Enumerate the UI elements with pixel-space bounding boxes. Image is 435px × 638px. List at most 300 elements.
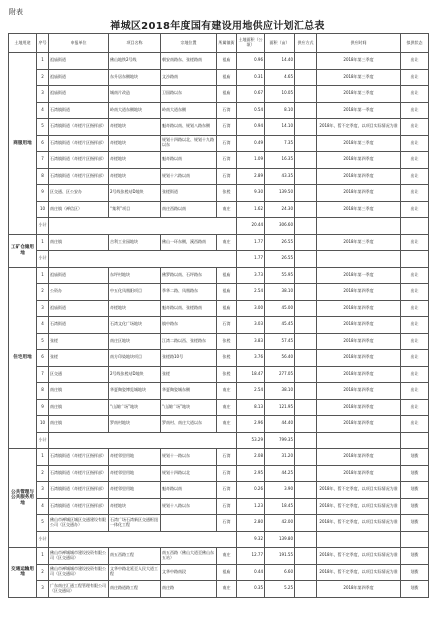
parcel-location — [161, 515, 217, 532]
project-name: 奇槎地块 — [109, 300, 161, 317]
applicant-unit: 祖庙街道 — [49, 53, 109, 70]
area-mu: 38.10 — [265, 383, 295, 400]
subtotal-blank — [49, 432, 237, 449]
town-name: 祖庙 — [217, 53, 237, 70]
supply-time: 2018年第一季度 — [317, 102, 401, 119]
row-number: 3 — [37, 482, 49, 499]
area-mu: 139.50 — [265, 185, 295, 202]
applicant-unit: 石湾镇街道（奇槎片区指挥部） — [49, 168, 109, 185]
supply-mode — [295, 102, 317, 119]
town-name: 张槎 — [217, 333, 237, 350]
subtotal-row — [9, 432, 429, 449]
applicant-unit: 石湾镇街道（奇槎片区指挥部） — [49, 449, 109, 466]
row-number: 1 — [37, 53, 49, 70]
applicant-unit: 佛山市禅城城市建设投资有限公司（区交通局） — [49, 548, 109, 565]
supply-mode — [295, 383, 317, 400]
row-number: 5 — [37, 119, 49, 136]
area-mu: 18.45 — [265, 498, 295, 515]
supply-time: 2018年第四季度 — [317, 152, 401, 169]
supply-mode — [295, 267, 317, 284]
subtotal-label: 小计 — [37, 531, 49, 548]
supply-time: 2018年第三季度 — [317, 135, 401, 152]
supply-time: 2018年第四季度 — [317, 300, 401, 317]
area-mu: 26.55 — [265, 251, 295, 268]
town-name: 张槎 — [217, 366, 237, 383]
supply-time: 2018年第四季度 — [317, 284, 401, 301]
town-name: 石湾 — [217, 482, 237, 499]
subtotal-label: 小计 — [37, 251, 49, 268]
supply-mode — [295, 548, 317, 565]
supply-mode — [295, 564, 317, 581]
table-row — [9, 201, 429, 218]
supply-status: 出让 — [401, 300, 429, 317]
supply-time: 2018年第四季度 — [317, 185, 401, 202]
applicant-unit: 石湾镇街道（奇槎片区指挥部） — [49, 498, 109, 515]
col-header-unit: 申报单位 — [49, 34, 109, 53]
supply-status: 出让 — [401, 333, 429, 350]
area-hectares: 1.23 — [237, 498, 265, 515]
table-row — [9, 350, 429, 367]
supply-time: 2018年第三季度 — [317, 201, 401, 218]
town-name: 南庄 — [217, 548, 237, 565]
row-number: 4 — [37, 317, 49, 334]
area-hectares: 53.29 — [237, 432, 265, 449]
col-header-supply-time: 供应时间 — [317, 34, 401, 53]
town-name: 石湾 — [217, 449, 237, 466]
table-row — [9, 465, 429, 482]
table-row — [9, 135, 429, 152]
supply-time — [317, 251, 401, 268]
col-header-use: 土地用途 — [9, 34, 37, 53]
supply-status: 出让 — [401, 383, 429, 400]
row-number: 6 — [37, 350, 49, 367]
area-mu: 4.65 — [265, 69, 295, 86]
row-number: 10 — [37, 201, 49, 218]
supply-mode — [295, 53, 317, 70]
project-name: 2号线张槎站D地块 — [109, 185, 161, 202]
town-name: 张槎 — [217, 185, 237, 202]
parcel-location: 张槎街道 — [161, 185, 217, 202]
area-mu: 16.35 — [265, 152, 295, 169]
supply-status: 出让 — [401, 284, 429, 301]
area-hectares: 2.80 — [237, 515, 265, 532]
parcel-location: 规划十四路以北、规划十九路以东 — [161, 135, 217, 152]
town-name: 南庄 — [217, 234, 237, 251]
supply-mode — [295, 119, 317, 136]
project-name: 南庄路道路工程 — [109, 581, 161, 598]
town-name: 祖庙 — [217, 564, 237, 581]
parcel-location: 卫国路以东 — [161, 86, 217, 103]
parcel-location: 魁奇路以南、规划八路东侧 — [161, 119, 217, 136]
applicant-unit: 石湾镇街道（奇槎片区指挥部） — [49, 119, 109, 136]
supply-status: 出让 — [401, 416, 429, 433]
applicant-unit: 南庄镇 — [49, 234, 109, 251]
parcel-location: 文沙路南 — [161, 69, 217, 86]
supply-status: 划拨 — [401, 482, 429, 499]
applicant-unit: 南庄镇 — [49, 399, 109, 416]
applicant-unit: 区交通 — [49, 366, 109, 383]
supply-time: 2018年，暂不定季度，以项目实际情况为准 — [317, 498, 401, 515]
supply-status: 出让 — [401, 399, 429, 416]
supply-status: 出让 — [401, 267, 429, 284]
applicant-unit: 区交通、区公安办 — [49, 185, 109, 202]
area-mu: 14.10 — [265, 119, 295, 136]
subtotal-row — [9, 531, 429, 548]
supply-mode — [295, 465, 317, 482]
area-mu: 6.60 — [265, 564, 295, 581]
supply-time: 2018年第四季度 — [317, 449, 401, 466]
supply-status — [401, 218, 429, 235]
town-name: 石湾 — [217, 168, 237, 185]
area-hectares: 1.62 — [237, 201, 265, 218]
area-hectares: 3.83 — [237, 333, 265, 350]
area-mu: 38.10 — [265, 284, 295, 301]
parcel-location: 张槎 — [161, 366, 217, 383]
row-number: 2 — [37, 465, 49, 482]
area-hectares: 2.89 — [237, 168, 265, 185]
supply-time — [317, 218, 401, 235]
supply-time: 2018年，暂不定季度，以项目实际情况为准 — [317, 482, 401, 499]
town-name: 石湾 — [217, 152, 237, 169]
project-name: 奇槎地块 — [109, 152, 161, 169]
area-hectares: 9.30 — [237, 185, 265, 202]
table-header-row — [9, 34, 429, 53]
area-mu: 8.10 — [265, 102, 295, 119]
town-name: 张槎 — [217, 350, 237, 367]
col-header-town: 所属镇街 — [217, 34, 237, 53]
supply-mode — [295, 333, 317, 350]
supply-status: 划拨 — [401, 465, 429, 482]
area-hectares: 0.67 — [237, 86, 265, 103]
project-name: 罗南村地块 — [109, 416, 161, 433]
parcel-location: 南庄西路以南 — [161, 201, 217, 218]
area-mu: 799.35 — [265, 432, 295, 449]
area-mu: 42.00 — [265, 515, 295, 532]
area-mu: 3.90 — [265, 482, 295, 499]
supply-mode — [295, 482, 317, 499]
table-row — [9, 86, 429, 103]
area-mu: 45.45 — [265, 317, 295, 334]
town-name: 石湾 — [217, 119, 237, 136]
table-row — [9, 498, 429, 515]
applicant-unit: 石湾镇街道 — [49, 102, 109, 119]
applicant-unit: 石湾镇街道（奇槎片区指挥部） — [49, 152, 109, 169]
supply-mode — [295, 366, 317, 383]
table-row — [9, 515, 429, 532]
parcel-location: 规划十八路以东 — [161, 498, 217, 515]
table-row — [9, 102, 429, 119]
applicant-unit: 公资办 — [49, 284, 109, 301]
col-header-area-mu: 面积（亩） — [265, 34, 295, 53]
parcel-location: 南庄路 — [161, 581, 217, 598]
project-name: 城南片改造 — [109, 86, 161, 103]
parcel-location: 规划十一路以东 — [161, 449, 217, 466]
town-name: 祖庙 — [217, 300, 237, 317]
supply-status: 出让 — [401, 53, 429, 70]
supply-time: 2018年第四季度 — [317, 383, 401, 400]
subtotal-label: 小计 — [37, 218, 49, 235]
table-row — [9, 185, 429, 202]
supply-time — [317, 432, 401, 449]
parcel-location: 张槎路10号 — [161, 350, 217, 367]
supply-status: 出让 — [401, 86, 429, 103]
supply-time: 2018年第三季度 — [317, 234, 401, 251]
project-name: 奇槎邻里用地 — [109, 465, 161, 482]
supply-mode — [295, 86, 317, 103]
area-hectares: 12.77 — [237, 548, 265, 565]
supply-status: 出让 — [401, 317, 429, 334]
area-mu: 43.35 — [265, 168, 295, 185]
subtotal-blank — [49, 218, 237, 235]
table-row — [9, 300, 429, 317]
row-number: 5 — [37, 333, 49, 350]
supply-status — [401, 432, 429, 449]
supply-status: 出让 — [401, 152, 429, 169]
area-hectares: 20.44 — [237, 218, 265, 235]
area-mu: 277.05 — [265, 366, 295, 383]
supply-status: 出让 — [401, 234, 429, 251]
area-mu: 44.40 — [265, 416, 295, 433]
supply-status: 划拨 — [401, 515, 429, 532]
table-row — [9, 168, 429, 185]
area-hectares: 1.09 — [237, 152, 265, 169]
subtotal-row — [9, 251, 429, 268]
supply-time: 2018年第四季度 — [317, 317, 401, 334]
table-row — [9, 366, 429, 383]
area-hectares: 0.49 — [237, 135, 265, 152]
area-mu: 55.95 — [265, 267, 295, 284]
project-name: 南庄区地块 — [109, 333, 161, 350]
applicant-unit: 佛山市禅城区城区交通建设有限公司（区交通办） — [49, 515, 109, 532]
area-hectares: 2.54 — [237, 383, 265, 400]
table-body — [9, 53, 429, 598]
supply-mode — [295, 135, 317, 152]
area-mu: 24.30 — [265, 201, 295, 218]
row-number: 1 — [37, 234, 49, 251]
supply-mode — [295, 531, 317, 548]
project-name: 南方印染地块项目 — [109, 350, 161, 367]
subtotal-label: 小计 — [37, 432, 49, 449]
row-number: 5 — [37, 515, 49, 532]
applicant-unit: 石湾街道 — [49, 317, 109, 334]
applicant-unit: 佛山市禅城城市建设投资有限公司（区交通局） — [49, 564, 109, 581]
area-mu: 56.40 — [265, 350, 295, 367]
row-number: 6 — [37, 135, 49, 152]
table-row — [9, 317, 429, 334]
area-hectares: 0.54 — [237, 102, 265, 119]
table-row — [9, 581, 429, 598]
row-number: 8 — [37, 168, 49, 185]
supply-status: 划拨 — [401, 548, 429, 565]
supply-status — [401, 531, 429, 548]
supply-time: 2018年第四季度 — [317, 333, 401, 350]
town-name: 祖庙 — [217, 69, 237, 86]
supply-time: 2018年第三季度 — [317, 69, 401, 86]
applicant-unit: 祖庙街道 — [49, 267, 109, 284]
area-mu: 26.55 — [265, 234, 295, 251]
town-name: 祖庙 — [217, 284, 237, 301]
parcel-location: 南五西路（佛山大道至佛山东五站） — [161, 548, 217, 565]
town-name: 南庄 — [217, 399, 237, 416]
supply-mode — [295, 152, 317, 169]
col-header-location: 宗地位置 — [161, 34, 217, 53]
parcel-location: 规划十四路以北 — [161, 465, 217, 482]
supply-status: 出让 — [401, 201, 429, 218]
supply-mode — [295, 581, 317, 598]
supply-time — [317, 531, 401, 548]
parcel-location: 文华中路南段 — [161, 564, 217, 581]
town-name: 石湾 — [217, 317, 237, 334]
supply-status: 出让 — [401, 185, 429, 202]
project-name: 东坪村地块 — [109, 267, 161, 284]
project-name: 南五西路工程 — [109, 548, 161, 565]
table-row — [9, 234, 429, 251]
table-row — [9, 449, 429, 466]
supply-mode — [295, 449, 317, 466]
row-number: 9 — [37, 399, 49, 416]
table-row — [9, 267, 429, 284]
supply-time: 2018年第四季度 — [317, 168, 401, 185]
parcel-location: 岭南大道东侧 — [161, 102, 217, 119]
applicant-unit: 石湾镇街道（奇槎片区指挥部） — [49, 482, 109, 499]
area-mu: 139.80 — [265, 531, 295, 548]
project-name: 奇槎地块 — [109, 135, 161, 152]
project-name: 岭南大道东侧地块 — [109, 102, 161, 119]
supply-time: 2018年，暂不定季度，以项目实际情况为准 — [317, 548, 401, 565]
supply-mode — [295, 416, 317, 433]
town-name: 石湾 — [217, 135, 237, 152]
applicant-unit: 张槎 — [49, 350, 109, 367]
supply-status: 划拨 — [401, 581, 429, 598]
supply-mode — [295, 185, 317, 202]
col-header-status: 拟供状态 — [401, 34, 429, 53]
table-row — [9, 416, 429, 433]
supply-mode — [295, 201, 317, 218]
project-name: 奇槎地块 — [109, 119, 161, 136]
area-mu: 57.45 — [265, 333, 295, 350]
applicant-unit: 南庄镇 — [49, 383, 109, 400]
table-row — [9, 119, 429, 136]
supply-mode — [295, 432, 317, 449]
supply-mode — [295, 350, 317, 367]
supply-mode — [295, 234, 317, 251]
row-number: 2 — [37, 284, 49, 301]
supply-time: 2018年第一季度 — [317, 267, 401, 284]
table-row — [9, 53, 429, 70]
supply-mode — [295, 251, 317, 268]
project-name: 华夏陶瓷博览城地块 — [109, 383, 161, 400]
project-name: 奇槎地块 — [109, 168, 161, 185]
row-number: 2 — [37, 69, 49, 86]
row-number: 3 — [37, 86, 49, 103]
row-number: 3 — [37, 581, 49, 598]
parcel-location: 华夏陶瓷城东侧 — [161, 383, 217, 400]
area-hectares: 3.00 — [237, 300, 265, 317]
supply-time: 2018年第四季度 — [317, 581, 401, 598]
col-header-area-ha: 土地面积（公顷） — [237, 34, 265, 53]
town-name: 南庄 — [217, 201, 237, 218]
area-mu: 14.40 — [265, 53, 295, 70]
project-name: “山湖广场”地块 — [109, 399, 161, 416]
supply-status: 出让 — [401, 366, 429, 383]
supply-status — [401, 251, 429, 268]
subtotal-blank — [49, 251, 237, 268]
table-row — [9, 564, 429, 581]
area-hectares: 0.96 — [237, 53, 265, 70]
table-row — [9, 69, 429, 86]
land-use-group-label: 住宅用地 — [9, 267, 37, 449]
row-number: 8 — [37, 383, 49, 400]
row-number: 4 — [37, 102, 49, 119]
parcel-location: 朝安南路东、张槎路南 — [161, 53, 217, 70]
applicant-unit: 石湾镇街道（奇槎片区指挥部） — [49, 465, 109, 482]
supply-time: 2018年，暂不定季度，以项目实际情况为准 — [317, 515, 401, 532]
supply-mode — [295, 284, 317, 301]
row-number: 1 — [37, 548, 49, 565]
supply-time: 2018年第四季度 — [317, 465, 401, 482]
supply-status: 出让 — [401, 102, 429, 119]
parcel-location: 佛山一环东侧，溪西路南 — [161, 234, 217, 251]
col-header-project: 项目名称 — [109, 34, 161, 53]
area-hectares: 0.31 — [237, 69, 265, 86]
supply-time: 2018年第四季度 — [317, 350, 401, 367]
project-name: 石湾广场石湾新区交通枢纽一体化工程 — [109, 515, 161, 532]
town-name: 石湾 — [217, 498, 237, 515]
project-name: 佛山地铁2号线 — [109, 53, 161, 70]
area-hectares: 2.96 — [237, 416, 265, 433]
project-name: 2号线张槎站D地块 — [109, 366, 161, 383]
project-name: 石湾文化广场地块 — [109, 317, 161, 334]
area-mu: 45.00 — [265, 300, 295, 317]
table-row — [9, 482, 429, 499]
supply-mode — [295, 317, 317, 334]
project-name: 东升居东侧地块 — [109, 69, 161, 86]
supply-status: 划拨 — [401, 564, 429, 581]
page-title: 禅城区2018年度国有建设用地供应计划汇总表 — [110, 21, 325, 32]
land-use-group-label: 公共管理与公共服务用地 — [9, 449, 37, 548]
supply-mode — [295, 515, 317, 532]
supply-time: 2018年，暂不定季度，以项目实际情况为准 — [317, 564, 401, 581]
area-hectares: 8.13 — [237, 399, 265, 416]
parcel-location: 魁奇路以南、张槎路南 — [161, 300, 217, 317]
project-name: 奇槎邻里用地 — [109, 449, 161, 466]
row-number: 7 — [37, 366, 49, 383]
project-name: 中五化凤凰阳项目 — [109, 284, 161, 301]
applicant-unit: 祖庙街道 — [49, 86, 109, 103]
row-number: 10 — [37, 416, 49, 433]
table-row — [9, 284, 429, 301]
applicant-unit: 南庄镇 — [49, 416, 109, 433]
area-mu: 10.05 — [265, 86, 295, 103]
supply-time: 2018年第三季度 — [317, 86, 401, 103]
town-name: 石湾 — [217, 515, 237, 532]
table-row — [9, 383, 429, 400]
supply-status: 出让 — [401, 168, 429, 185]
parcel-location: 罗南村、南庄大道以东 — [161, 416, 217, 433]
supply-status: 出让 — [401, 350, 429, 367]
applicant-unit: 张槎 — [49, 333, 109, 350]
project-name: 文华中路北延至人民大道工程 — [109, 564, 161, 581]
town-name: 南庄 — [217, 383, 237, 400]
col-header-supply-mode: 供应方式 — [295, 34, 317, 53]
applicant-unit: 广东南庄汇通工程管理有限公司（区交通局） — [49, 581, 109, 598]
area-mu: 31.20 — [265, 449, 295, 466]
parcel-location: 季华二路、凤凰路东 — [161, 284, 217, 301]
parcel-location: 佛罗路以南、石坪路东 — [161, 267, 217, 284]
town-name: 石湾 — [217, 102, 237, 119]
area-mu: 7.35 — [265, 135, 295, 152]
attachment-label: 附表 — [9, 8, 23, 16]
